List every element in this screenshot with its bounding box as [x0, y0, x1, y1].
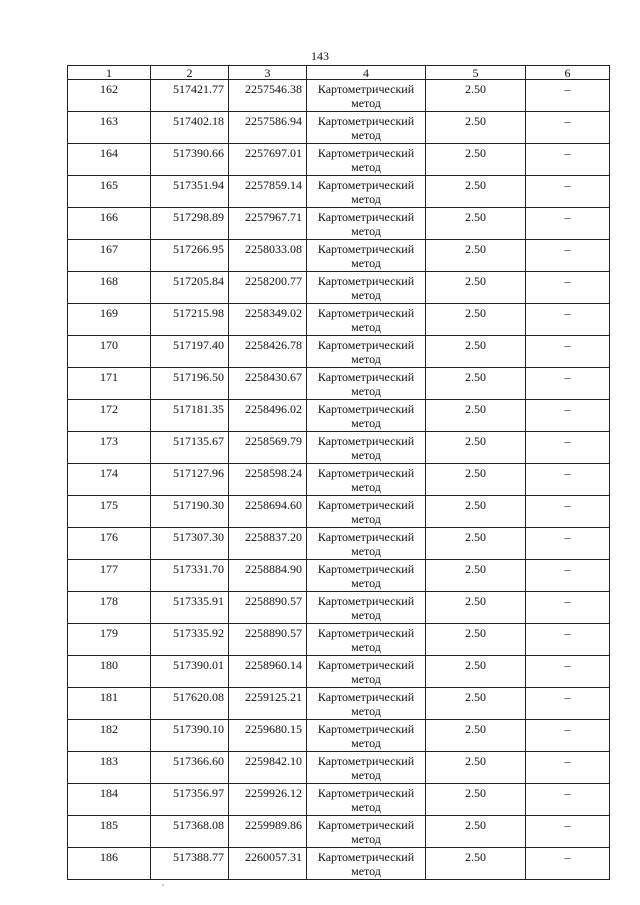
y-coordinate-cell: 2258960.14 — [229, 656, 307, 688]
x-coordinate-cell: 517197.40 — [151, 336, 229, 368]
y-coordinate-cell: 2259680.15 — [229, 720, 307, 752]
accuracy-cell: 2.50 — [426, 240, 526, 272]
y-coordinate-cell: 2258349.02 — [229, 304, 307, 336]
accuracy-cell: 2.50 — [426, 80, 526, 112]
x-coordinate-cell: 517215.98 — [151, 304, 229, 336]
method-text-line1: Картометрический — [317, 434, 415, 448]
method-text-line1: Картометрический — [317, 594, 415, 608]
method-text-line1: Картометрический — [317, 274, 415, 288]
accuracy-cell: 2.50 — [426, 560, 526, 592]
method-text-line2: метод — [351, 864, 381, 878]
method-cell — [307, 208, 426, 240]
y-coordinate-cell: 2258598.24 — [229, 464, 307, 496]
method-cell — [307, 304, 426, 336]
accuracy-cell: 2.50 — [426, 304, 526, 336]
method-cell — [307, 816, 426, 848]
y-coordinate-cell: 2258890.57 — [229, 592, 307, 624]
table-row — [68, 528, 610, 560]
x-coordinate-cell: 517190.30 — [151, 496, 229, 528]
x-coordinate-cell: 517366.60 — [151, 752, 229, 784]
x-coordinate-cell: 517402.18 — [151, 112, 229, 144]
y-coordinate-cell: 2257697.01 — [229, 144, 307, 176]
table-row — [68, 784, 610, 816]
table-row — [68, 304, 610, 336]
x-coordinate-cell: 517196.50 — [151, 368, 229, 400]
table-row — [68, 752, 610, 784]
point-number-cell: 181 — [68, 688, 151, 720]
column-6-cell: – — [526, 784, 610, 816]
table-row — [68, 432, 610, 464]
column-6-cell: – — [526, 80, 610, 112]
table-header — [68, 66, 610, 80]
column-6-cell: – — [526, 272, 610, 304]
header-row — [68, 66, 610, 80]
point-number-cell: 182 — [68, 720, 151, 752]
point-number-cell: 162 — [68, 80, 151, 112]
method-text-line1: Картометрический — [317, 114, 415, 128]
column-header-3: 3 — [229, 66, 307, 80]
y-coordinate-cell: 2259842.10 — [229, 752, 307, 784]
y-coordinate-cell: 2258200.77 — [229, 272, 307, 304]
column-6-cell: – — [526, 752, 610, 784]
method-text-line2: метод — [351, 704, 381, 718]
method-text-line1: Картометрический — [317, 658, 415, 672]
table-row — [68, 624, 610, 656]
table-row — [68, 816, 610, 848]
method-text-line1: Картометрический — [317, 562, 415, 576]
point-number-cell: 164 — [68, 144, 151, 176]
table-row — [68, 272, 610, 304]
column-6-cell: – — [526, 176, 610, 208]
accuracy-cell: 2.50 — [426, 528, 526, 560]
method-cell — [307, 720, 426, 752]
method-text-line2: метод — [351, 352, 381, 366]
method-text-line1: Картометрический — [317, 530, 415, 544]
point-number-cell: 176 — [68, 528, 151, 560]
x-coordinate-cell: 517390.66 — [151, 144, 229, 176]
table-row — [68, 368, 610, 400]
table-row — [68, 688, 610, 720]
accuracy-cell: 2.50 — [426, 496, 526, 528]
method-text-line2: метод — [351, 608, 381, 622]
column-6-cell: – — [526, 816, 610, 848]
table-row — [68, 592, 610, 624]
x-coordinate-cell: 517390.01 — [151, 656, 229, 688]
x-coordinate-cell: 517351.94 — [151, 176, 229, 208]
method-cell — [307, 752, 426, 784]
column-6-cell: – — [526, 112, 610, 144]
method-text-line1: Картометрический — [317, 370, 415, 384]
x-coordinate-cell: 517181.35 — [151, 400, 229, 432]
method-text-line1: Картометрический — [317, 754, 415, 768]
method-text-line1: Картометрический — [317, 498, 415, 512]
point-number-cell: 165 — [68, 176, 151, 208]
method-text-line2: метод — [351, 288, 381, 302]
method-text-line1: Картометрический — [317, 210, 415, 224]
method-cell — [307, 144, 426, 176]
column-6-cell: – — [526, 656, 610, 688]
column-6-cell: – — [526, 624, 610, 656]
column-6-cell: – — [526, 304, 610, 336]
y-coordinate-cell: 2258033.08 — [229, 240, 307, 272]
y-coordinate-cell: 2260057.31 — [229, 848, 307, 880]
y-coordinate-cell: 2258890.57 — [229, 624, 307, 656]
x-coordinate-cell: 517266.95 — [151, 240, 229, 272]
method-text-line2: метод — [351, 544, 381, 558]
column-6-cell: – — [526, 432, 610, 464]
point-number-cell: 169 — [68, 304, 151, 336]
point-number-cell: 179 — [68, 624, 151, 656]
y-coordinate-cell: 2259989.86 — [229, 816, 307, 848]
method-cell — [307, 848, 426, 880]
column-6-cell: – — [526, 208, 610, 240]
y-coordinate-cell: 2259926.12 — [229, 784, 307, 816]
point-number-cell: 167 — [68, 240, 151, 272]
x-coordinate-cell: 517135.67 — [151, 432, 229, 464]
method-text-line2: метод — [351, 128, 381, 142]
accuracy-cell: 2.50 — [426, 752, 526, 784]
method-text-line1: Картометрический — [317, 146, 415, 160]
column-6-cell: – — [526, 528, 610, 560]
accuracy-cell: 2.50 — [426, 816, 526, 848]
method-text-line2: метод — [351, 640, 381, 654]
method-cell — [307, 368, 426, 400]
point-number-cell: 170 — [68, 336, 151, 368]
method-cell — [307, 528, 426, 560]
x-coordinate-cell: 517390.10 — [151, 720, 229, 752]
column-header-1: 1 — [68, 66, 151, 80]
method-cell — [307, 240, 426, 272]
method-text-line2: метод — [351, 96, 381, 110]
accuracy-cell: 2.50 — [426, 592, 526, 624]
method-text-line2: метод — [351, 576, 381, 590]
column-6-cell: – — [526, 720, 610, 752]
method-cell — [307, 80, 426, 112]
x-coordinate-cell: 517335.92 — [151, 624, 229, 656]
point-number-cell: 185 — [68, 816, 151, 848]
y-coordinate-cell: 2258569.79 — [229, 432, 307, 464]
method-cell — [307, 784, 426, 816]
method-text-line2: метод — [351, 320, 381, 334]
table-row — [68, 176, 610, 208]
y-coordinate-cell: 2259125.21 — [229, 688, 307, 720]
table-row — [68, 80, 610, 112]
x-coordinate-cell: 517368.08 — [151, 816, 229, 848]
method-text-line1: Картометрический — [317, 818, 415, 832]
y-coordinate-cell: 2258430.67 — [229, 368, 307, 400]
accuracy-cell: 2.50 — [426, 400, 526, 432]
x-coordinate-cell: 517356.97 — [151, 784, 229, 816]
method-text-line2: метод — [351, 224, 381, 238]
column-header-4: 4 — [307, 66, 426, 80]
accuracy-cell: 2.50 — [426, 368, 526, 400]
method-text-line2: метод — [351, 384, 381, 398]
method-cell — [307, 272, 426, 304]
method-cell — [307, 656, 426, 688]
method-text-line2: метод — [351, 160, 381, 174]
y-coordinate-cell: 2258694.60 — [229, 496, 307, 528]
method-cell — [307, 112, 426, 144]
point-number-cell: 183 — [68, 752, 151, 784]
x-coordinate-cell: 517421.77 — [151, 80, 229, 112]
table-row — [68, 112, 610, 144]
point-number-cell: 178 — [68, 592, 151, 624]
method-cell — [307, 464, 426, 496]
method-text-line2: метод — [351, 416, 381, 430]
method-cell — [307, 624, 426, 656]
method-text-line2: метод — [351, 672, 381, 686]
method-cell — [307, 592, 426, 624]
table-row — [68, 144, 610, 176]
method-cell — [307, 432, 426, 464]
table-row — [68, 496, 610, 528]
x-coordinate-cell: 517620.08 — [151, 688, 229, 720]
x-coordinate-cell: 517205.84 — [151, 272, 229, 304]
table-row — [68, 720, 610, 752]
method-cell — [307, 400, 426, 432]
method-cell — [307, 688, 426, 720]
point-number-cell: 175 — [68, 496, 151, 528]
method-text-line1: Картометрический — [317, 786, 415, 800]
accuracy-cell: 2.50 — [426, 208, 526, 240]
method-text-line1: Картометрический — [317, 82, 415, 96]
x-coordinate-cell: 517335.91 — [151, 592, 229, 624]
table-body — [68, 80, 610, 880]
table-row — [68, 656, 610, 688]
method-text-line1: Картометрический — [317, 306, 415, 320]
method-text-line2: метод — [351, 448, 381, 462]
column-6-cell: – — [526, 688, 610, 720]
method-text-line1: Картометрический — [317, 850, 415, 864]
point-number-cell: 186 — [68, 848, 151, 880]
method-text-line2: метод — [351, 800, 381, 814]
accuracy-cell: 2.50 — [426, 848, 526, 880]
y-coordinate-cell: 2257546.38 — [229, 80, 307, 112]
page-number: 143 — [311, 49, 329, 63]
table-row — [68, 560, 610, 592]
column-6-cell: – — [526, 368, 610, 400]
table-row — [68, 464, 610, 496]
point-number-cell: 171 — [68, 368, 151, 400]
y-coordinate-cell: 2258837.20 — [229, 528, 307, 560]
point-number-cell: 172 — [68, 400, 151, 432]
scan-artifact — [162, 884, 164, 886]
point-number-cell: 173 — [68, 432, 151, 464]
y-coordinate-cell: 2257859.14 — [229, 176, 307, 208]
point-number-cell: 174 — [68, 464, 151, 496]
method-text-line2: метод — [351, 736, 381, 750]
column-6-cell: – — [526, 336, 610, 368]
accuracy-cell: 2.50 — [426, 176, 526, 208]
method-text-line1: Картометрический — [317, 402, 415, 416]
table-row — [68, 336, 610, 368]
method-cell — [307, 336, 426, 368]
column-6-cell: – — [526, 560, 610, 592]
table-row — [68, 400, 610, 432]
table-row — [68, 208, 610, 240]
method-text-line1: Картометрический — [317, 690, 415, 704]
accuracy-cell: 2.50 — [426, 144, 526, 176]
method-text-line1: Картометрический — [317, 466, 415, 480]
method-cell — [307, 560, 426, 592]
accuracy-cell: 2.50 — [426, 336, 526, 368]
x-coordinate-cell: 517298.89 — [151, 208, 229, 240]
y-coordinate-cell: 2257586.94 — [229, 112, 307, 144]
column-6-cell: – — [526, 848, 610, 880]
accuracy-cell: 2.50 — [426, 272, 526, 304]
accuracy-cell: 2.50 — [426, 464, 526, 496]
y-coordinate-cell: 2258496.02 — [229, 400, 307, 432]
method-text-line1: Картометрический — [317, 178, 415, 192]
x-coordinate-cell: 517307.30 — [151, 528, 229, 560]
method-cell — [307, 496, 426, 528]
point-number-cell: 184 — [68, 784, 151, 816]
column-6-cell: – — [526, 144, 610, 176]
coordinates-table — [67, 65, 610, 880]
point-number-cell: 177 — [68, 560, 151, 592]
method-text-line1: Картометрический — [317, 242, 415, 256]
point-number-cell: 166 — [68, 208, 151, 240]
point-number-cell: 163 — [68, 112, 151, 144]
column-6-cell: – — [526, 240, 610, 272]
column-6-cell: – — [526, 496, 610, 528]
x-coordinate-cell: 517388.77 — [151, 848, 229, 880]
method-text-line2: метод — [351, 480, 381, 494]
accuracy-cell: 2.50 — [426, 688, 526, 720]
method-text-line1: Картометрический — [317, 338, 415, 352]
column-header-5: 5 — [426, 66, 526, 80]
table-row — [68, 848, 610, 880]
method-cell — [307, 176, 426, 208]
accuracy-cell: 2.50 — [426, 784, 526, 816]
method-text-line2: метод — [351, 512, 381, 526]
method-text-line2: метод — [351, 256, 381, 270]
table-row — [68, 240, 610, 272]
y-coordinate-cell: 2258426.78 — [229, 336, 307, 368]
accuracy-cell: 2.50 — [426, 624, 526, 656]
column-6-cell: – — [526, 400, 610, 432]
point-number-cell: 168 — [68, 272, 151, 304]
accuracy-cell: 2.50 — [426, 432, 526, 464]
accuracy-cell: 2.50 — [426, 720, 526, 752]
column-6-cell: – — [526, 464, 610, 496]
column-header-2: 2 — [151, 66, 229, 80]
accuracy-cell: 2.50 — [426, 656, 526, 688]
x-coordinate-cell: 517127.96 — [151, 464, 229, 496]
method-text-line2: метод — [351, 832, 381, 846]
method-text-line1: Картометрический — [317, 626, 415, 640]
accuracy-cell: 2.50 — [426, 112, 526, 144]
y-coordinate-cell: 2257967.71 — [229, 208, 307, 240]
point-number-cell: 180 — [68, 656, 151, 688]
method-text-line1: Картометрический — [317, 722, 415, 736]
y-coordinate-cell: 2258884.90 — [229, 560, 307, 592]
method-text-line2: метод — [351, 192, 381, 206]
method-text-line2: метод — [351, 768, 381, 782]
x-coordinate-cell: 517331.70 — [151, 560, 229, 592]
column-6-cell: – — [526, 592, 610, 624]
column-header-6: 6 — [526, 66, 610, 80]
